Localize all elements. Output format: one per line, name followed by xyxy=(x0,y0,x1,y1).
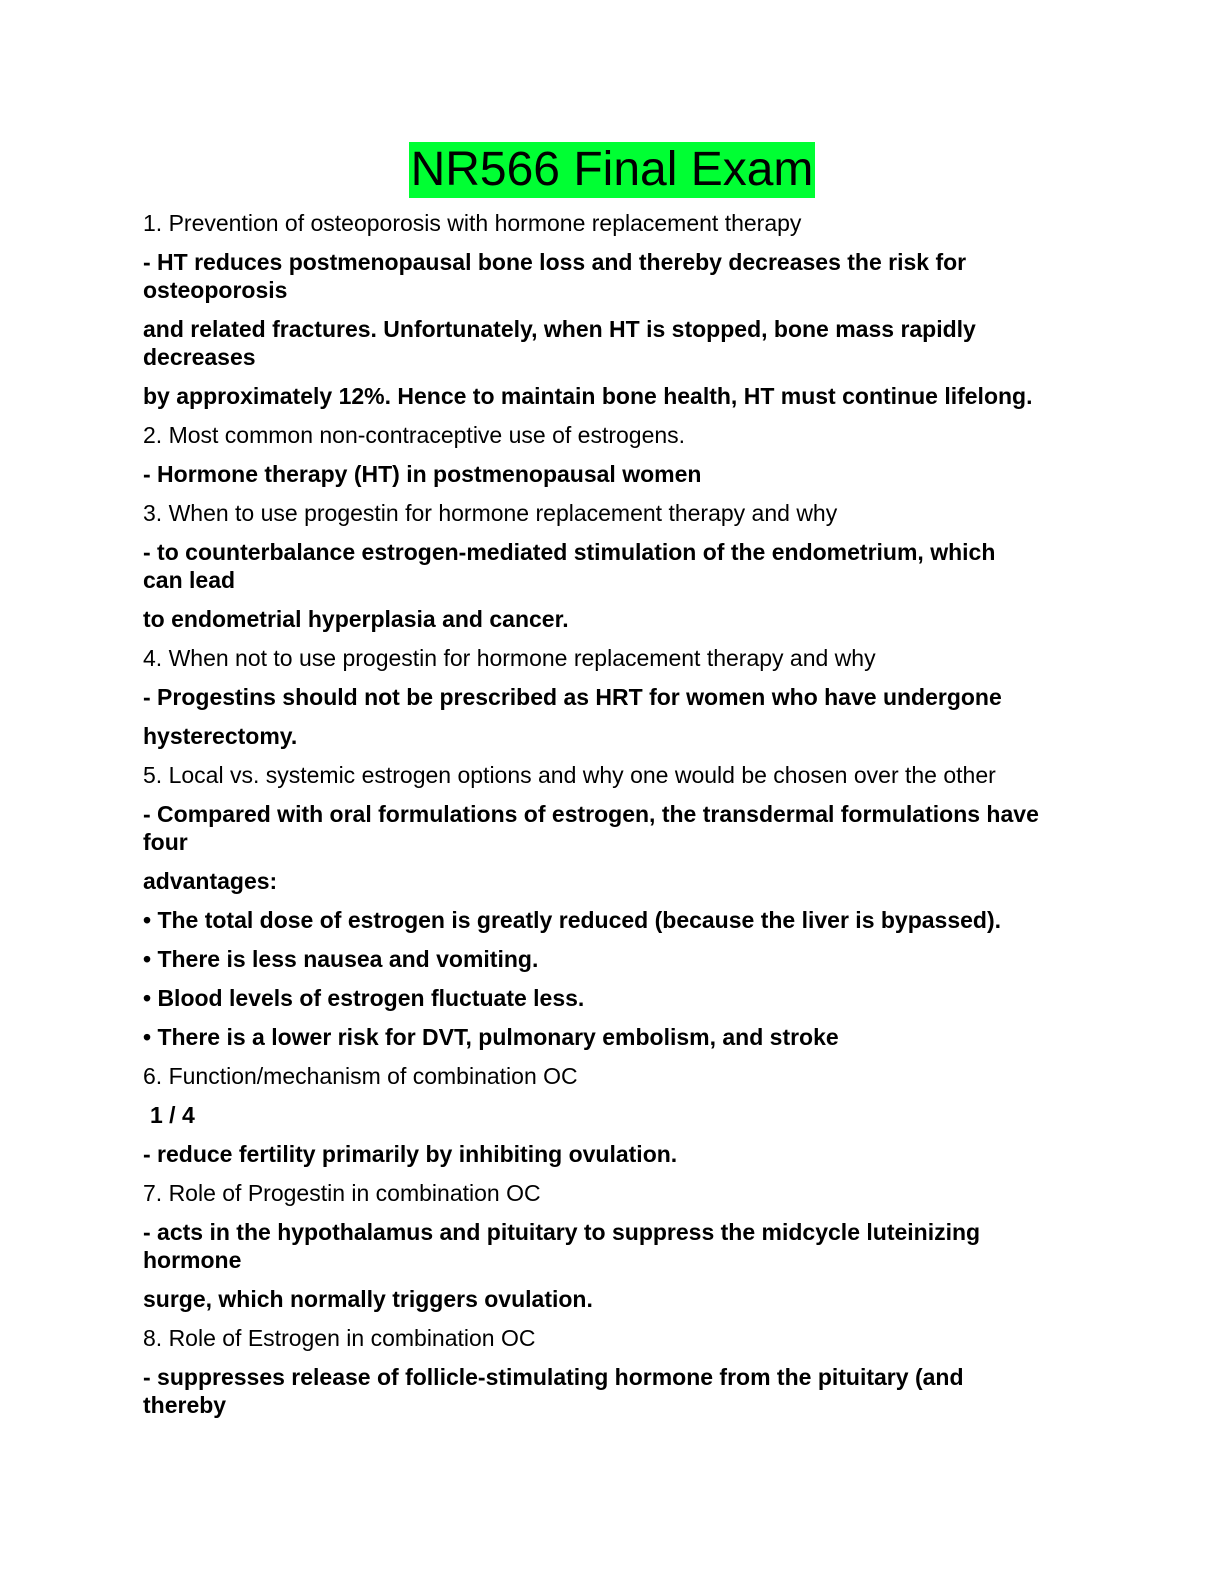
page-number: 1 / 4 xyxy=(150,1102,195,1128)
question-5: 5. Local vs. systemic estrogen options and why one would be chosen over the other xyxy=(143,762,996,788)
answer-5-bullet-2: • There is less nausea and vomiting. xyxy=(143,946,539,972)
answer-1-line-2: and related fractures. Unfortunately, when HT is stopped, bone mass rapidly decreases xyxy=(143,316,976,370)
question-3: 3. When to use progestin for hormone replacement therapy and why xyxy=(143,500,838,526)
answer-6: - reduce fertility primarily by inhibiting ovulation. xyxy=(143,1141,678,1167)
question-1: 1. Prevention of osteoporosis with hormone replacement therapy xyxy=(143,210,802,236)
answer-2: - Hormone therapy (HT) in postmenopausal women xyxy=(143,461,702,487)
question-7: 7. Role of Progestin in combination OC xyxy=(143,1180,541,1206)
question-2: 2. Most common non-contraceptive use of estrogens. xyxy=(143,422,686,448)
answer-7-line-1: - acts in the hypothalamus and pituitary to suppress the midcycle luteinizing hormone xyxy=(143,1219,981,1273)
question-8: 8. Role of Estrogen in combination OC xyxy=(143,1325,536,1351)
answer-5-line-1: - Compared with oral formulations of estrogen, the transdermal formulations have four xyxy=(143,801,1039,855)
answer-1-line-1: - HT reduces postmenopausal bone loss and thereby decreases the risk for osteoporosis xyxy=(143,249,967,303)
answer-5-bullet-1: • The total dose of estrogen is greatly reduced (because the liver is bypassed). xyxy=(143,907,1002,933)
answer-8-line-1: - suppresses release of follicle-stimulating hormone from the pituitary (and thereby xyxy=(143,1364,964,1418)
answer-4-line-1: - Progestins should not be prescribed as HRT for women who have undergone xyxy=(143,684,1002,710)
document-body xyxy=(143,209,1078,1430)
document-title: NR566 Final Exam xyxy=(410,143,814,196)
question-6: 6. Function/mechanism of combination OC xyxy=(143,1063,578,1089)
answer-5-line-2: advantages: xyxy=(143,868,278,894)
answer-7-line-2: surge, which normally triggers ovulation. xyxy=(143,1286,593,1312)
answer-3-line-1: - to counterbalance estrogen-mediated stimulation of the endometrium, which can lead xyxy=(143,539,996,593)
answer-5-bullet-3: • Blood levels of estrogen fluctuate less. xyxy=(143,985,585,1011)
question-4: 4. When not to use progestin for hormone replacement therapy and why xyxy=(143,645,876,671)
answer-1-line-3: by approximately 12%. Hence to maintain bone health, HT must continue lifelong. xyxy=(143,383,1033,409)
answer-4-line-2: hysterectomy. xyxy=(143,723,298,749)
answer-5-bullet-4: • There is a lower risk for DVT, pulmonary embolism, and stroke xyxy=(143,1024,839,1050)
title-wrap xyxy=(0,142,1224,198)
answer-3-line-2: to endometrial hyperplasia and cancer. xyxy=(143,606,569,632)
